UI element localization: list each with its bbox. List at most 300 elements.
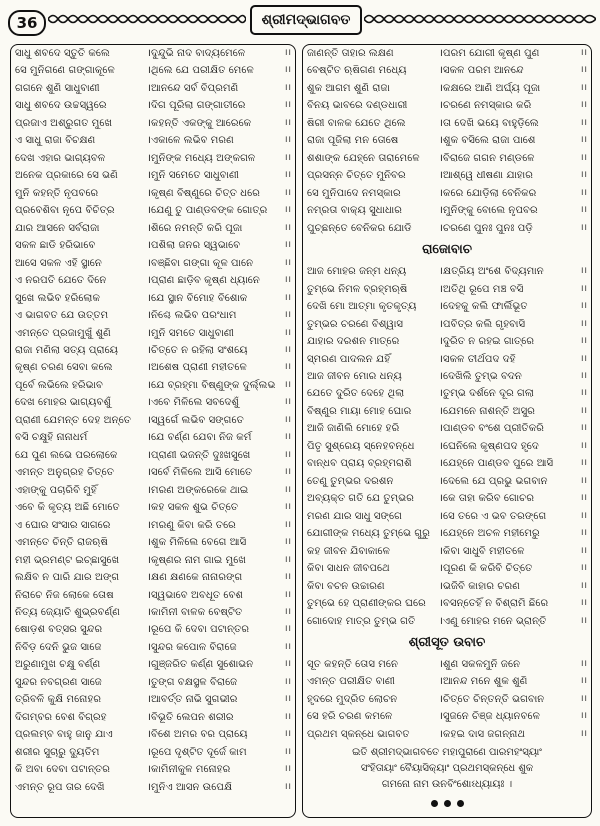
verse-first-half: ଜାଣନ୍ତି ତାହାର ଲକ୍ଷଣ xyxy=(307,48,394,59)
verse-end-mark: ।। xyxy=(284,449,291,460)
verse-separator: । xyxy=(147,379,151,391)
verse-line xyxy=(11,604,295,621)
verse-second-half: ଗୁଞ୍ଜରିତ କର୍ଣ୍ଣ ସୁଶୋଭନ xyxy=(151,659,254,671)
verse-first-half: ଏମନ୍ତ ରୂପ ତାର ଦେଖି xyxy=(15,781,105,793)
verse-second-half: ସୁନ୍ଦର କପୋଳ ବିରାଜେ xyxy=(151,641,237,653)
verse-separator: । xyxy=(147,117,151,129)
chapter-colophon xyxy=(303,743,591,793)
verse-first-half: ଏମନ୍ତେ ଚିନ୍ତି ରାଜଋଷି xyxy=(15,537,109,549)
verse-end-mark: ।। xyxy=(284,100,291,111)
verse-end-mark: ।। xyxy=(284,746,291,757)
verse-first-half: ଦେଖ ମୋହର ଭାଗ୍ୟବଶୁଁ xyxy=(15,397,112,409)
verse-separator: । xyxy=(147,607,151,618)
verse-separator: । xyxy=(147,572,151,584)
verse-line xyxy=(303,708,591,725)
verse-end-mark: ।। xyxy=(284,624,291,635)
verse-separator: । xyxy=(439,336,443,348)
verse-line xyxy=(11,534,295,551)
verse-first-half: କିବା ବଚନ ଉଚ୍ଚାରଣ xyxy=(307,580,385,592)
verse-line xyxy=(11,272,295,289)
verse-second-half: ନିଶ୍ଚେ ଲଭିବ ପରଂଧାମ xyxy=(151,310,237,322)
verse-first-half: ସୂତ କହନ୍ତି ତୋସ ମନେ xyxy=(307,659,398,670)
verse-line xyxy=(11,202,295,219)
verse-separator: । xyxy=(439,493,443,505)
verse-first-half: ନମ୍ରତା ବାକ୍ୟ ସୁଧାଧାର xyxy=(307,205,402,217)
verse-second-half: ଯେହ୍ନେ ଅଚଳ ମହୀମେରୁ xyxy=(443,528,540,540)
verse-end-mark: ।। xyxy=(580,283,587,294)
verse-separator: । xyxy=(147,344,151,356)
verse-line xyxy=(11,359,295,376)
verse-separator: । xyxy=(147,764,151,776)
verse-second-half: କ୍ଷତ୍ରିୟ ଅଂଶେ ବିଦ୍ୟମାନ xyxy=(443,266,544,278)
verse-separator: । xyxy=(147,362,151,374)
verse-first-half: ସକଳ ଛାଡି ହରିଭାବେ xyxy=(15,240,96,252)
book-title: ଶ୍ରୀମଦ୍ଭାଗବତ xyxy=(250,5,362,35)
verse-second-half: ଚରଣେ ନମସ୍କାର କରି xyxy=(443,100,532,112)
verse-separator: । xyxy=(147,537,151,549)
colophon-line: ଗମନୋ ନାମ ଉନବିଂଶୋଽଧ୍ୟାୟଃ । xyxy=(381,779,513,791)
verse-end-mark: ।। xyxy=(580,676,587,687)
verse-separator: । xyxy=(147,484,151,496)
verse-line xyxy=(303,132,591,149)
verse-line xyxy=(11,482,295,499)
page-number: 36 xyxy=(8,10,46,36)
verse-line xyxy=(11,691,295,708)
verse-line xyxy=(303,691,591,708)
verse-separator: । xyxy=(147,275,151,287)
verse-line xyxy=(303,490,591,507)
verse-end-mark: ।। xyxy=(580,458,587,469)
verse-line xyxy=(11,709,295,726)
verse-end-mark: ।। xyxy=(284,502,291,513)
verse-second-half: କକ୍ଷରେ ଆଣି ଅର୍ଘ୍ୟ ପୂଜା xyxy=(443,82,541,94)
verse-second-half: ଏବେ ମିଳିଲେ ସବଦେଶୁଁ xyxy=(151,397,239,409)
verse-line xyxy=(303,403,591,420)
verse-separator: । xyxy=(147,711,151,723)
verse-first-half: ପ୍ରସନ୍ନ ଚିତ୍ତେ ମୁନିବର xyxy=(307,170,406,182)
verse-first-half: ପ୍ରଲମ୍ବ ବାହୁ ଜାନୁ ଯାଏ xyxy=(15,729,113,741)
verse-end-mark: ।। xyxy=(284,537,291,548)
verse-first-half: ତୁମ୍ଭେ ହେ ପ୍ରାଣୀଙ୍କର ଘରେ xyxy=(307,598,426,610)
verse-separator: । xyxy=(439,135,443,147)
right-column xyxy=(302,44,592,818)
verse-second-half: ପଶିଲା ଜନର ସ୍ୱଭାବେ xyxy=(151,240,241,252)
verse-line xyxy=(303,115,591,132)
verse-first-half: ଏମନ୍ତ ଅନୁଗ୍ରହ ଚିତ୍ତେ xyxy=(15,467,114,479)
verse-line xyxy=(303,263,591,280)
verse-end-mark: ।। xyxy=(580,205,587,216)
verse-separator: । xyxy=(439,82,443,94)
verse-line xyxy=(303,80,591,97)
verse-end-mark: ।। xyxy=(284,205,291,216)
verse-line xyxy=(11,97,295,114)
verse-line xyxy=(11,394,295,411)
verse-second-half: ଯେଣୁ ତୁ ପାଣ୍ଡବଙ୍କ ଗୋତ୍ର xyxy=(151,205,268,217)
section-heading-rajovach: ରାଜୋବାଚ xyxy=(422,242,472,258)
verse-separator: । xyxy=(147,222,151,234)
verse-end-mark: ।। xyxy=(580,222,587,233)
verse-second-half: ବସନ୍ତେହିଁ ନ ବିଶ୍ରାମି ଛିରେ xyxy=(443,598,549,610)
verse-end-mark: ।। xyxy=(580,510,587,521)
verse-end-mark: ।। xyxy=(284,432,291,443)
verse-second-half: ଚିତ୍ତେ ଚିନ୍ତନ୍ତି ଭଗବାନ xyxy=(443,693,545,705)
verse-second-half: ମୁନି ସମତେ ସାଧୁବାଣୀ xyxy=(151,327,234,339)
verse-line xyxy=(303,656,591,673)
verse-second-half: କହନ୍ତି ଏକଙ୍କୁ ଆରେକେ xyxy=(151,117,252,129)
verse-separator: । xyxy=(439,388,443,400)
verse-separator: । xyxy=(147,327,151,339)
verse-end-mark: ।। xyxy=(284,310,291,321)
verse-first-half: ବସି ଚକ୍ଷୁହି ନାନାଧର୍ମ xyxy=(15,432,88,444)
verse-separator: । xyxy=(147,257,151,269)
verse-first-half: ଏ ସାଧୁ ରାଜା ବିଚକ୍ଷଣ xyxy=(15,135,96,147)
decorative-border-right xyxy=(364,12,596,26)
verse-second-half: ସେ ତରେ ଏ ଭବ ତରଙ୍ଗେ xyxy=(443,510,547,522)
verse-end-mark: ।। xyxy=(284,414,291,425)
verse-separator: । xyxy=(439,440,443,452)
verse-separator: । xyxy=(147,152,151,164)
verse-second-half: ଯେହ୍ନେ ପାଣ୍ଡବ ପୁରେ ଆସି xyxy=(443,458,554,470)
verse-second-half: ମରଣ ଅଙ୍କରେକେ ଥାଇ xyxy=(151,484,249,496)
verse-first-half: ପୂର୍ବେ ଲଭିଲେ ହରିଭାବ xyxy=(15,379,103,391)
verse-first-half: ତ୍ରିବଳି କୁକ୍ଷି ମନୋହର xyxy=(15,694,102,706)
verse-separator: । xyxy=(147,781,151,793)
verse-first-half: ପ୍ରଜାଏ ଅଶ୍ରୁଗତ ମୁଖେ xyxy=(15,117,113,129)
verse-line xyxy=(11,621,295,638)
verse-line xyxy=(303,351,591,368)
verse-end-mark: ।। xyxy=(284,781,291,792)
verse-second-half: ଅଶେଷ ପ୍ରାଣୀ ମହୀତଳେ xyxy=(151,362,247,374)
verse-second-half: ଶିରେ ନମନ୍ତି କରି ପୂଜା xyxy=(151,222,243,234)
verse-first-half: ନିତ୍ୟ ଜ୍ୟୋତି ଶୁଭ୍ରବର୍ଣ୍ଣ xyxy=(15,607,120,618)
verse-second-half: ଏକାଳେ ଲଭିବ ମରଣ xyxy=(151,135,234,147)
verse-line xyxy=(303,420,591,437)
verse-first-half: ସେ ମୁନିଗଣେ ଗଙ୍ଗାକୂଳେ xyxy=(15,65,115,77)
dot-icon xyxy=(431,800,438,807)
verse-first-half: ରାଜା ମଣିଲା ସତ୍ୟ ପ୍ରାୟେ xyxy=(15,344,119,356)
verse-line xyxy=(303,613,591,630)
verse-line xyxy=(11,447,295,464)
verse-first-half: ପ୍ରଥମ ସ୍କନ୍ଧେ ଭାଗବତ xyxy=(307,728,410,740)
verse-line xyxy=(11,150,295,167)
verse-separator: । xyxy=(439,283,443,295)
verse-end-mark: ।। xyxy=(580,423,587,434)
verse-separator: । xyxy=(147,135,151,147)
verse-separator: । xyxy=(147,100,151,112)
verse-line xyxy=(303,560,591,577)
left-verse-list xyxy=(11,45,295,796)
verse-separator: । xyxy=(439,580,443,592)
verse-end-mark: ।। xyxy=(284,554,291,565)
verse-second-half: ବିଭୂତି ଲେପନ ଶରୀର xyxy=(151,711,234,723)
verse-first-half: ଅବ୍ୟକ୍ତ ଗତି ଯେ ତୁମ୍ଭର xyxy=(307,493,414,505)
verse-first-half: ତୁମ୍ଭର ଚରଣେ ବିଶ୍ୱାସ xyxy=(307,318,404,330)
verse-separator: । xyxy=(147,292,151,304)
verse-separator: । xyxy=(147,519,151,531)
verse-first-half: ସେ ହରି ଚରଣ କମଳେ xyxy=(307,711,393,723)
verse-line xyxy=(11,167,295,184)
verse-line xyxy=(303,543,591,560)
verse-first-half: ମହୀ ଭ୍ରମଣ୍ଟ ଇଚ୍ଛାସୁଖେ xyxy=(15,554,120,566)
verse-separator: । xyxy=(439,475,443,487)
verse-separator: । xyxy=(439,423,443,435)
verse-line xyxy=(11,307,295,324)
verse-line xyxy=(11,761,295,778)
verse-separator: । xyxy=(439,370,443,382)
verse-end-mark: ।। xyxy=(580,100,587,111)
verse-end-mark: ।। xyxy=(284,729,291,740)
verse-end-mark: ।। xyxy=(284,467,291,478)
verse-second-half: ଦେହକୁ କଲି ଫାର୍ଲିଭୂତ xyxy=(443,301,528,313)
verse-second-half: ଚରଣେ ପୁନଃ ପୁନଃ ପଡ଼ି xyxy=(443,222,533,234)
verse-first-half: ଯେତେ ଦୁରିତ ଦେହେ ଥିଲା xyxy=(307,388,405,400)
verse-second-half: ସ୍ୱଭାବେ ଅବଧୂତ ବେଶ xyxy=(151,589,243,601)
verse-separator: । xyxy=(439,545,443,557)
verse-end-mark: ।। xyxy=(580,152,587,163)
verse-end-mark: ।। xyxy=(284,257,291,268)
verse-second-half: କାମିନୀ ବାଳକ ବେଷ୍ଟିତ xyxy=(151,607,243,618)
verse-line xyxy=(11,220,295,237)
verse-separator: । xyxy=(147,187,151,199)
verse-separator: । xyxy=(147,694,151,706)
verse-first-half: ସୁନ୍ଦର ନବଗ୍ରଣ ସାଜେ xyxy=(15,676,102,688)
verse-line xyxy=(11,744,295,761)
verse-second-half: ମୁନିଙ୍କୁ ବୋଲେ ନୃପବର xyxy=(443,205,538,217)
verse-first-half: ଦେଖ ଏହାର ଭାଗ୍ୟବଳ xyxy=(15,152,106,164)
verse-first-half: ଆଜ ଜୀବନ ମୋର ଧନ୍ୟ xyxy=(307,370,402,382)
verse-line xyxy=(303,220,591,237)
verse-second-half: କୃଷ୍ଣ ବିଷ୍ଣୁରେ ଚିତ୍ତ ଧରେ xyxy=(151,187,260,199)
verse-second-half: ତୁଙ୍ଗ ବକ୍ଷସ୍ଥଳ ବିରାଜେ xyxy=(151,676,238,688)
verse-first-half: ବିନୟ ଭାବରେ ଦଣ୍ଡଧାରୀ xyxy=(307,100,408,112)
verse-line xyxy=(303,316,591,333)
verse-first-half: ପୁଚ୍ଛନ୍ତେ ବେନିକର ଯୋଡି xyxy=(307,222,412,234)
verse-first-half: ଶୁକ ଆଗମ ଶୁଣି ରାଜା xyxy=(307,82,390,94)
verse-first-half: ସ୍ମରଣ ପାଦଲନ ଯହିଁ xyxy=(307,353,391,365)
verse-end-mark: ।। xyxy=(284,170,291,181)
verse-second-half: ତା ଦେଖି ଭୟେ ବାହୁଡ଼ିଲେ xyxy=(443,117,539,129)
verse-first-half: ପିତୃ ସୁଶ୍ରେୟ ସ୍ନେହବନ୍ଧେ xyxy=(307,440,415,452)
verse-first-half: ନିରାଚେ ନିଜ ଲୋକେ ତୋଷ xyxy=(15,589,114,601)
verse-line xyxy=(11,255,295,272)
verse-first-half: ବେଷ୍ଟିତ ଋଷିଗଣ ମଧ୍ୟେ xyxy=(307,65,407,77)
verse-first-half: ଯାର ଆସନେ ସର୍ବରାଜା xyxy=(15,222,100,234)
verse-first-half: ଏମନ୍ତ ପରୀକ୍ଷିତ ବାଣୀ xyxy=(307,676,395,688)
verse-second-half: କହଇ ଦାସ ଜଗନ୍ନାଥ xyxy=(443,728,526,740)
verse-line xyxy=(303,167,591,184)
verse-second-half: ପ୍ରାଣୀ ଭଜନ୍ତି ଦୁଃଖସୁଖେ xyxy=(151,449,251,461)
verse-first-half: ଆଜି ଜାଣିଲି ମୋହେ ହରି xyxy=(307,423,400,435)
verse-second-half: ସୁଜନେ ଚିଞ୍ଜ ଧ୍ୟାନବଳେ xyxy=(443,711,540,723)
verse-line xyxy=(11,342,295,359)
verse-line xyxy=(11,569,295,586)
verse-end-mark: ।। xyxy=(580,370,587,381)
verse-line xyxy=(303,578,591,595)
verse-second-half: ଆବର୍ତ୍ତ ନାଭି ସୁଗଭୀର xyxy=(151,694,238,706)
verse-line xyxy=(11,639,295,656)
verse-separator: । xyxy=(147,310,151,322)
verse-end-mark: ।। xyxy=(580,135,587,146)
verse-second-half: କିବା ସାଧୁବି ମହୀତଳେ xyxy=(443,545,525,557)
verse-second-half: କୃଷ୍ଣର ନାମ ଗାଇ ମୁଖେ xyxy=(151,554,246,566)
verse-line xyxy=(11,656,295,673)
verse-second-half: ଦେଖିଲି ତୁମ୍ଭ ବଦନ xyxy=(443,370,522,382)
verse-line xyxy=(303,97,591,114)
verse-separator: । xyxy=(439,222,443,234)
verse-second-half: ଆନନ୍ଦ ମନେ ଶୁକ ଶୁଣି xyxy=(443,676,528,688)
verse-second-half: ପ୍ରାଣ ଛାଡ଼ିବ କୃଷ୍ଣ ଧ୍ୟାନେ xyxy=(151,275,260,287)
verse-separator: । xyxy=(147,432,151,444)
verse-line xyxy=(11,552,295,569)
verse-separator: । xyxy=(147,205,151,217)
verse-end-mark: ।। xyxy=(284,379,291,390)
verse-first-half: ସାଧୁ ଶବଦେ ସ୍ତୁତି କଲେ xyxy=(15,48,110,59)
verse-separator: । xyxy=(147,659,151,671)
verse-second-half: କହ ସକଳ ଶୁଭ ଚିତ୍ତେ xyxy=(151,502,239,514)
verse-separator: । xyxy=(147,449,151,461)
verse-first-half: ଆସେ ସକଳ ଏହି ସ୍ଥାନେ xyxy=(15,257,102,269)
verse-separator: । xyxy=(439,728,443,740)
verse-second-half: ଶୁକ ବସିଲେ ରାଜା ପାଶେ xyxy=(443,135,536,147)
verse-end-mark: ।। xyxy=(284,327,291,338)
verse-separator: । xyxy=(147,240,151,252)
verse-end-mark: ।। xyxy=(580,170,587,181)
verse-second-half: ପବିତ୍ର କଲି ଗୃହବାସି xyxy=(443,318,526,330)
verse-end-mark: ।। xyxy=(284,240,291,251)
verse-end-mark: ।। xyxy=(580,475,587,486)
verse-second-half: କରେ ଯୋଡ଼ିଲା ବେନିକର xyxy=(443,187,537,199)
verse-end-mark: ।। xyxy=(284,82,291,93)
verse-first-half: ମୁନି କହନ୍ତି ନୃପବରେ xyxy=(15,187,99,199)
verse-end-mark: ।। xyxy=(284,607,291,617)
verse-end-mark: ।। xyxy=(580,301,587,312)
verse-second-half: ମୁନି ସମେତେ ସାଧୁବାଣୀ xyxy=(151,170,239,182)
verse-second-half: କେ ତାହା କରିବ ଗୋଚର xyxy=(443,493,535,505)
verse-line xyxy=(11,587,295,604)
verse-line xyxy=(303,385,591,402)
verse-line xyxy=(11,464,295,481)
verse-end-mark: ।। xyxy=(284,65,291,76)
verse-separator: । xyxy=(147,676,151,688)
verse-end-mark: ।। xyxy=(284,135,291,146)
verse-first-half: ଦିଗମ୍ବର ବେଶ ବିଗ୍ରହ xyxy=(15,711,107,723)
verse-second-half: ଶୁଣ ସକଳମୁନି ଜନେ xyxy=(443,659,521,670)
verse-separator: । xyxy=(147,82,151,94)
verse-line xyxy=(11,132,295,149)
verse-second-half: ସ୍ୱର୍ଗେ ଲଭିବ ସଙ୍ଗତେ xyxy=(151,414,244,426)
verse-first-half: ବାନ୍ଧବ ପ୍ରାୟ ବ୍ରହ୍ମରାଶି xyxy=(307,458,412,470)
verse-separator: । xyxy=(147,502,151,514)
verse-end-mark: ।। xyxy=(284,152,291,163)
verse-separator: । xyxy=(439,598,443,610)
verse-end-mark: ।। xyxy=(580,82,587,93)
verse-separator: । xyxy=(439,205,443,217)
verse-line xyxy=(11,429,295,446)
verse-end-mark: ।। xyxy=(580,728,587,739)
verse-second-half: ତୁମ୍ଭ ଦର୍ଶନେ ଦୂର ଗଲା xyxy=(443,388,534,400)
verse-line xyxy=(303,202,591,219)
verse-second-half: ବିରାଜେ ଗଗନ ମଣ୍ଡଳେ xyxy=(443,152,535,164)
verse-separator: । xyxy=(147,624,151,636)
verse-separator: । xyxy=(439,100,443,112)
verse-line xyxy=(303,473,591,490)
verse-first-half: ସେ ମୁନିପାଦେ ନମସ୍କାର xyxy=(307,187,401,199)
verse-first-half: କୃଷ୍ଣ ଚରଣ ସେବା କଲେ xyxy=(15,362,113,374)
verse-first-half: ପ୍ରବେଶିବା ନୃପେ ବିଚିତ୍ର xyxy=(15,205,115,217)
verse-separator: । xyxy=(439,405,443,417)
verse-end-mark: ।। xyxy=(580,659,587,669)
verse-end-mark: ।। xyxy=(580,336,587,347)
verse-separator: । xyxy=(147,414,151,426)
verse-line xyxy=(303,368,591,385)
verse-first-half: ଗଗନେ ଶୁଣି ସାଧୁବାଣୀ xyxy=(15,82,100,94)
verse-end-mark: ।। xyxy=(284,589,291,600)
verse-separator: । xyxy=(147,554,151,566)
verse-first-half: ଏ ନରପତି ଯେତେ ଦିନେ xyxy=(15,275,107,287)
dot-icon xyxy=(457,800,464,807)
verse-separator: । xyxy=(439,711,443,723)
verse-line xyxy=(303,726,591,743)
verse-second-half: ରୂପେ କି ଦେବା ପଟାନ୍ତର xyxy=(151,624,250,636)
verse-second-half: କ୍ଷଣ କ୍ଷଣକେ ନାନାରଙ୍ଗ xyxy=(151,572,243,584)
verse-second-half: ଆଶ୍ୱେ ଧୀଷଣା ଯାହାର xyxy=(443,170,533,182)
verse-first-half: ଗୋଦୋହ ମାତ୍ର ତୁମ୍ଭ ଗତି xyxy=(307,615,416,627)
verse-separator: । xyxy=(439,458,443,470)
verse-line xyxy=(11,726,295,743)
section-heading-sutauvach: ଶ୍ରୀସୂତ ଉବାଚ xyxy=(408,635,486,650)
verse-end-mark: ।। xyxy=(284,484,291,495)
verse-first-half: କି ଅବା ଦେବା ପଟାନ୍ତର xyxy=(15,764,110,776)
verse-first-half: ଲକ୍ଷିବ ନ ପାରି ଯାର ଅଙ୍ଗ xyxy=(15,572,120,584)
verse-end-mark: ।। xyxy=(284,519,291,530)
verse-separator: । xyxy=(439,65,443,77)
verse-separator: । xyxy=(439,693,443,705)
verse-end-mark: ।। xyxy=(580,187,587,198)
verse-line xyxy=(11,62,295,79)
verse-line xyxy=(303,455,591,472)
verse-line xyxy=(303,281,591,298)
verse-separator: । xyxy=(439,615,443,627)
verse-separator: । xyxy=(147,65,151,77)
verse-second-half: ମୁନିଏ ଆସନ ଉପେକ୍ଷି xyxy=(151,781,233,793)
verse-first-half: ପ୍ରାଣୀ ଯେମନ୍ତ ଦେହ ଅନ୍ତେ xyxy=(15,414,132,426)
verse-first-half: ଅନେକ ପ୍ରକାରେ ସେ ଭଣି xyxy=(15,170,118,182)
verse-separator: । xyxy=(147,746,151,758)
verse-end-mark: ।। xyxy=(284,344,291,355)
verse-line xyxy=(303,595,591,612)
verse-separator: । xyxy=(147,397,151,409)
verse-first-half: କିବା ସାଧନ ଜୀବପଥେ xyxy=(307,563,390,575)
verse-end-mark: ।। xyxy=(580,48,587,58)
verse-end-mark: ।। xyxy=(580,388,587,399)
verse-separator: । xyxy=(147,641,151,653)
right-verse-list xyxy=(303,45,591,811)
verse-separator: । xyxy=(439,676,443,688)
verse-line xyxy=(303,185,591,202)
verse-end-mark: ।। xyxy=(284,362,291,373)
verse-first-half: ସାଧୁ ଶବଦେ ଉଚ୍ଚସ୍ୱରେ xyxy=(15,100,107,112)
verse-line xyxy=(303,298,591,315)
verse-separator: । xyxy=(147,48,151,59)
verse-first-half: ଶରୀର ସୁଚାରୁ ଦ୍ୟୁତିମ xyxy=(15,746,100,758)
verse-separator: । xyxy=(439,353,443,365)
verse-separator: । xyxy=(147,729,151,741)
verse-first-half: ଏବେ କି କୃତ୍ୟ ଅଛି ମୋତେ xyxy=(15,502,120,514)
verse-end-mark: ।। xyxy=(580,266,587,277)
verse-line xyxy=(11,412,295,429)
verse-line xyxy=(11,499,295,516)
verse-second-half: ରୂପେ ଦୃଶ୍ଟିତ ଦୂର୍ଜେ କାମ xyxy=(151,746,247,758)
